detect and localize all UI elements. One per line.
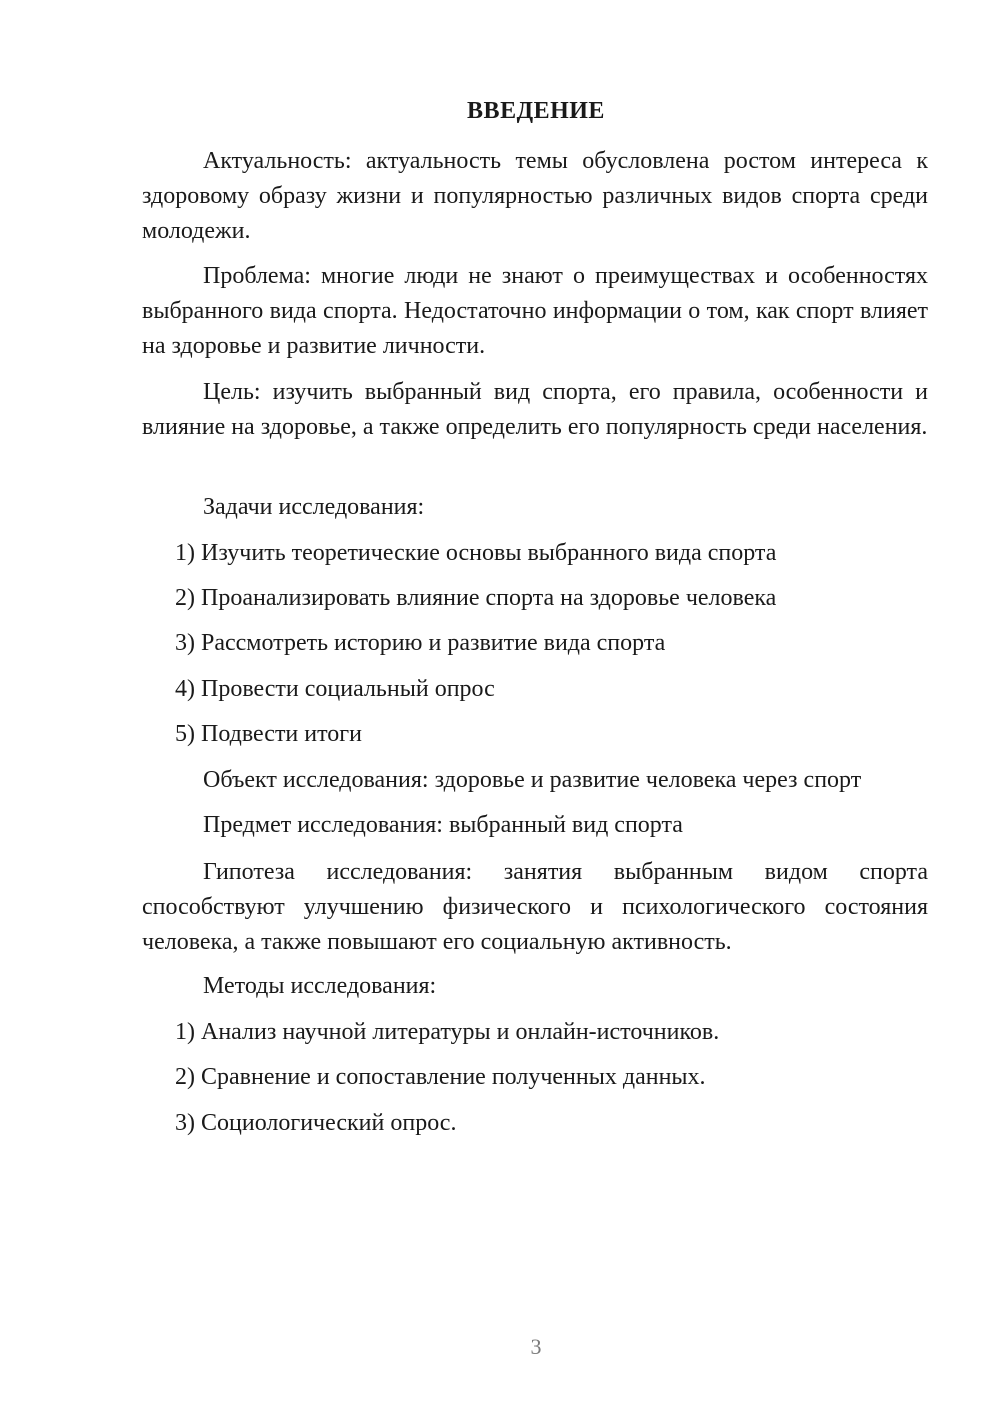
hypothesis-paragraph: Гипотеза исследования: занятия выбранным видом спорта способствуют улучшению физического и психологического состояния человека, а также повышают его социальную активность. [142,859,928,955]
task-item: 3) Рассмотреть историю и развитие вида спорта [175,630,666,656]
problem-paragraph: Проблема: многие люди не знают о преимуществах и особенностях выбранного вида спорта. Недостаточно информации о том, как спорт влияет на здоровье и развитие личности. [142,263,928,359]
subject-line: Предмет исследования: выбранный вид спорта [203,812,683,838]
method-item: 1) Анализ научной литературы и онлайн-источников. [175,1019,720,1045]
object-line: Объект исследования: здоровье и развитие человека через спорт [203,767,862,793]
page-title: ВВЕДЕНИЕ [467,98,605,124]
method-item: 2) Сравнение и сопоставление полученных данных. [175,1064,706,1090]
page-number: 3 [530,1334,542,1359]
task-item: 1) Изучить теоретические основы выбранного вида спорта [175,540,777,566]
tasks-heading: Задачи исследования: [203,494,425,520]
methods-heading: Методы исследования: [203,973,437,999]
relevance-paragraph: Актуальность: актуальность темы обусловлена ростом интереса к здоровому образу жизни и популярностью различных видов спорта среди молодежи. [142,148,928,244]
task-item: 5) Подвести итоги [175,721,362,747]
method-item: 3) Социологический опрос. [175,1110,457,1136]
goal-paragraph: Цель: изучить выбранный вид спорта, его правила, особенности и влияние на здоровье, а также определить его популярность среди населения. [142,379,928,440]
task-item: 2) Проанализировать влияние спорта на здоровье человека [175,585,777,611]
task-item: 4) Провести социальный опрос [175,676,495,702]
